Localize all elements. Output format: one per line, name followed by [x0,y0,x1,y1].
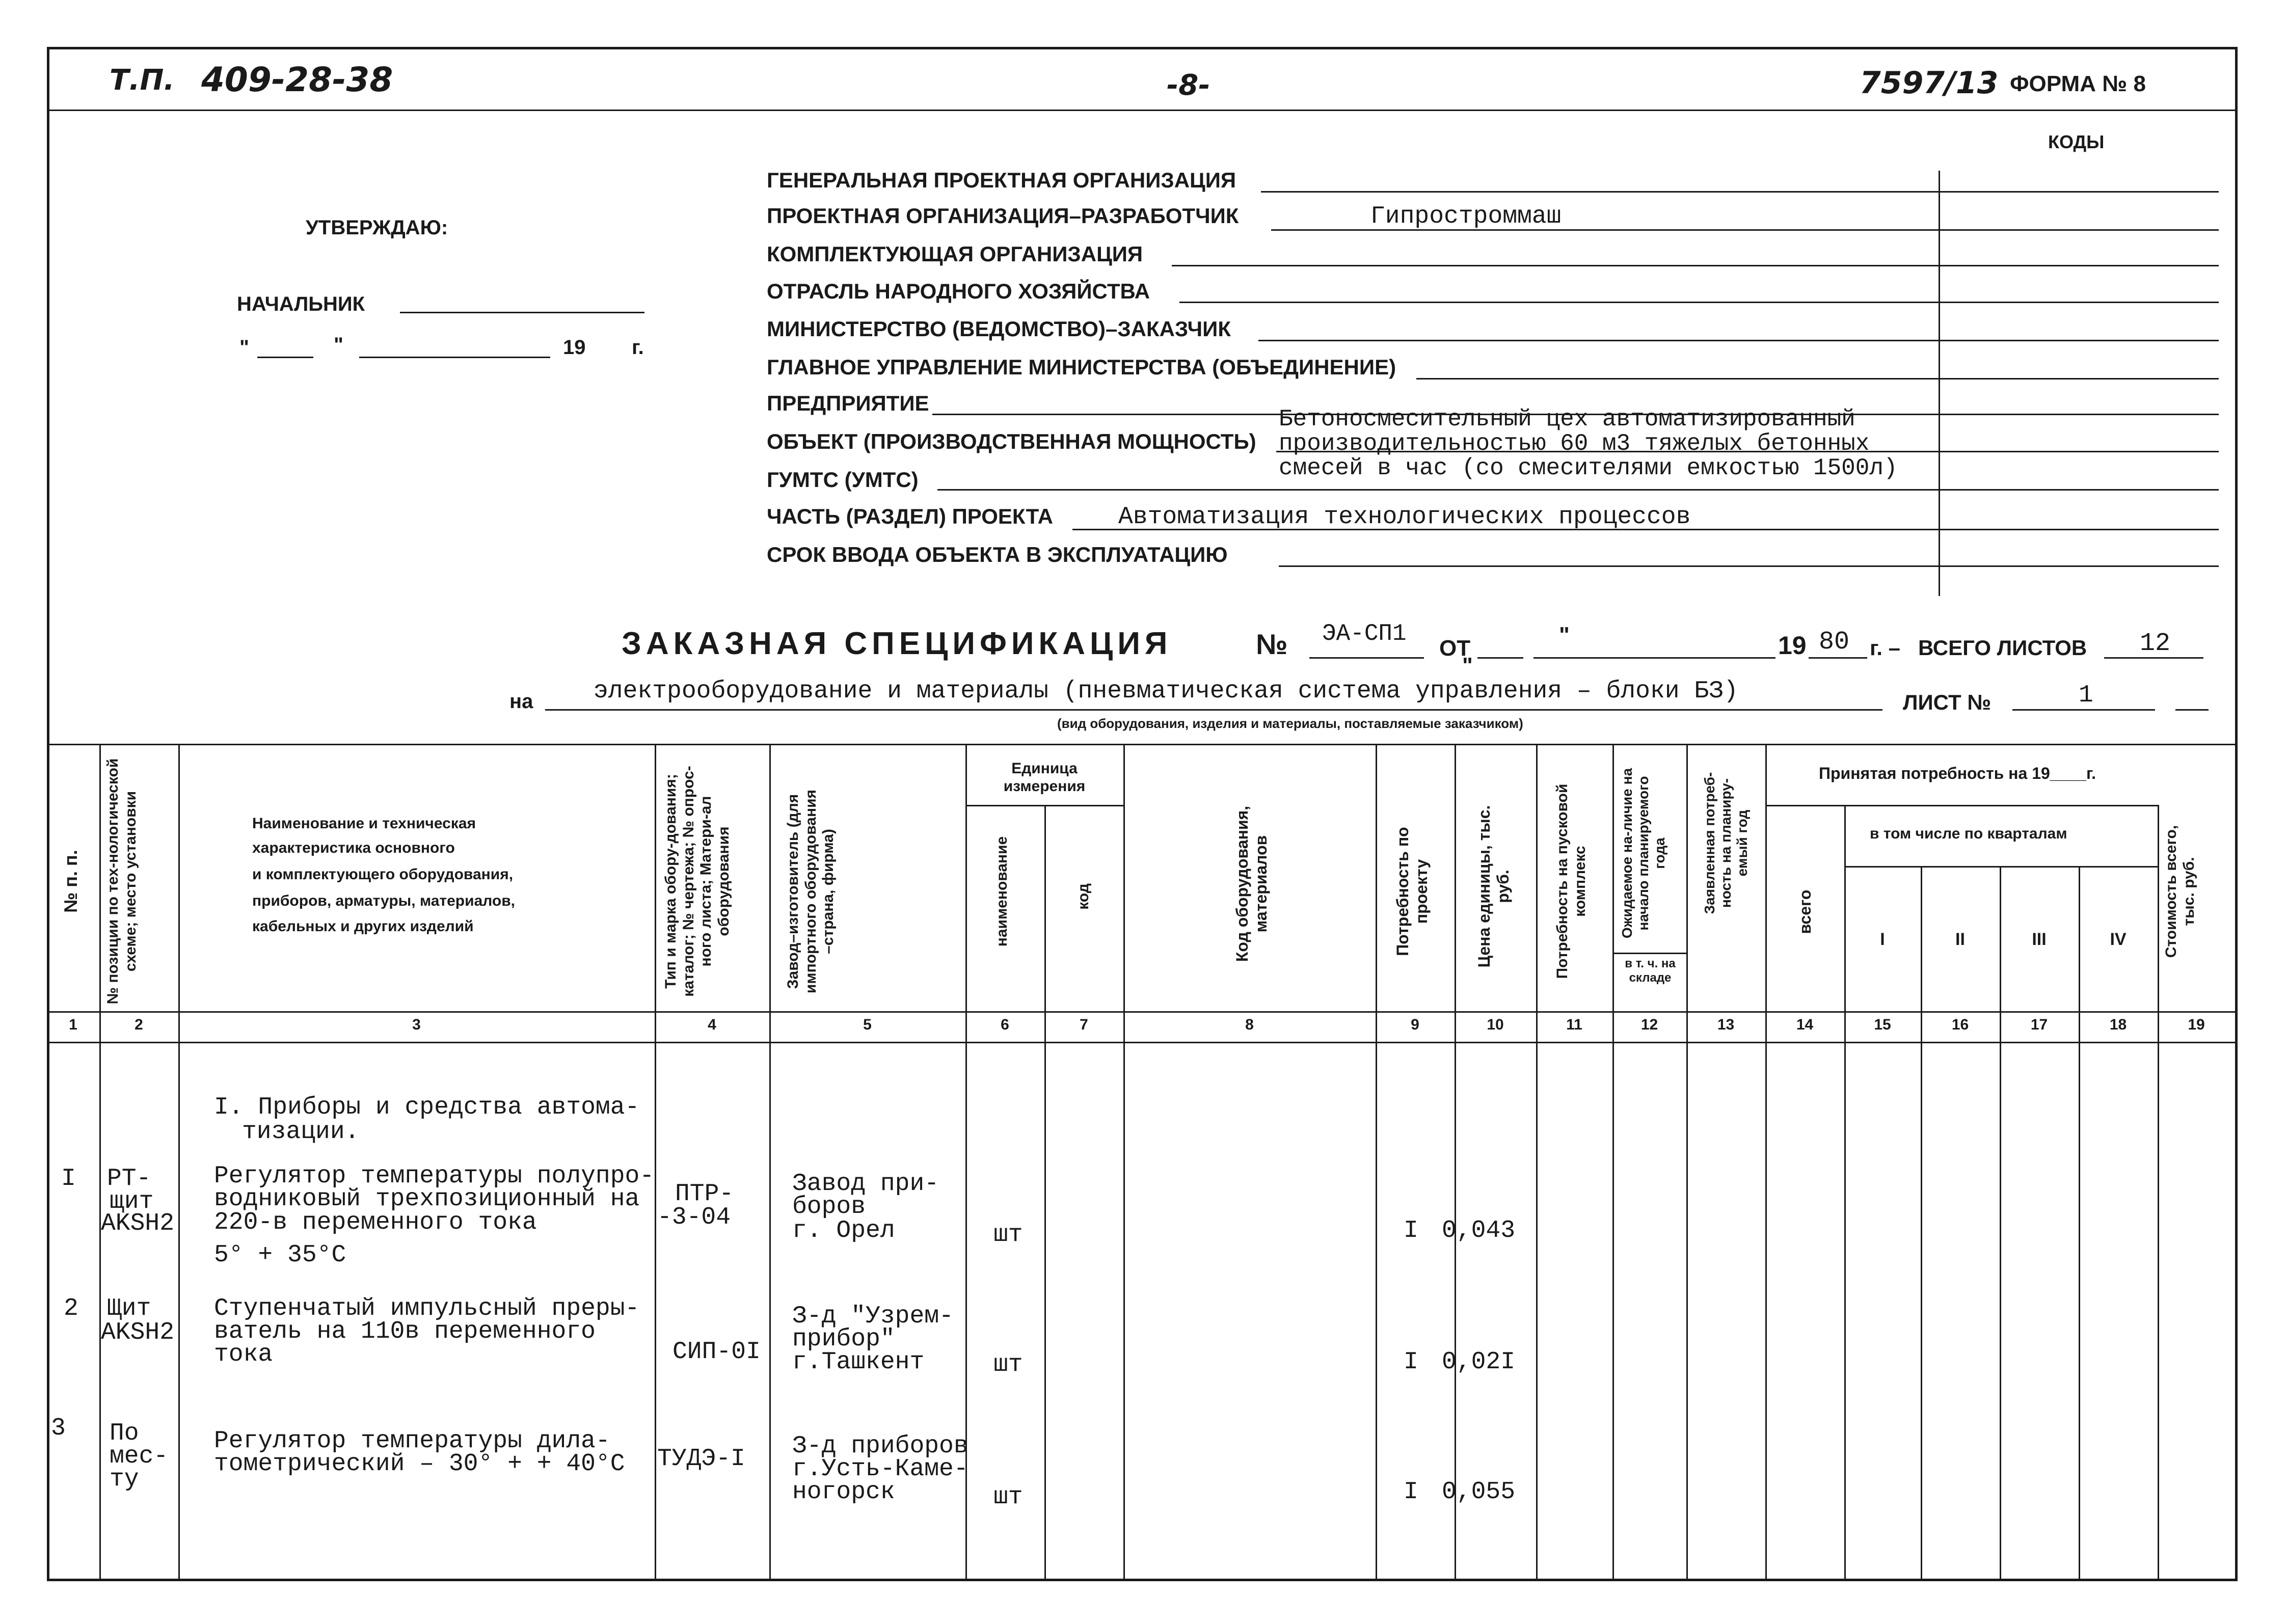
row-maker: Завод при- [792,1170,939,1198]
sheet-line [2012,709,2155,711]
org-field-line [1258,340,2219,341]
column-number: 15 [1874,1016,1891,1033]
row-qty: I [1404,1348,1418,1376]
header-col9: Потребность по проекту [1393,827,1431,956]
header-col3-line1: Наименование и техническая [252,815,476,832]
date-month-line [359,357,550,358]
org-field-label: ПРЕДПРИЯТИЕ [767,391,929,415]
org-field-label: ГЛАВНОЕ УПРАВЛЕНИЕ МИНИСТЕРСТВА (ОБЪЕДИНЕНИЕ) [767,355,1396,379]
sheet-line-tail [2175,709,2209,711]
col-divider [1612,744,1614,1580]
col-divider [1044,805,1046,1580]
header-col5: Завод–изготовитель (для импортного оборудования –страна, фирма) [785,789,837,994]
column-number: 17 [2030,1016,2048,1033]
date-year-suffix: г. [632,336,644,359]
spec-subcaption: (вид оборудования, изделия и материалы, поставляемые заказчиком) [1057,716,1523,731]
header-quarters: в том числе по кварталам [1870,825,2067,842]
spec-day-line [1477,657,1523,659]
col-divider [178,744,180,1580]
approve-label: УТВЕРЖДАЮ: [306,216,448,239]
spec-title: ЗАКАЗНАЯ СПЕЦИФИКАЦИЯ [622,626,1172,661]
column-number: 10 [1487,1016,1504,1033]
codes-divider [1939,171,1940,596]
accepted-group-line [1765,805,2158,806]
document-frame [47,47,2238,1581]
codes-label: КОДЫ [2048,131,2105,152]
row-position: щит [110,1188,154,1215]
spec-no-line [1309,657,1424,659]
column-number: 1 [69,1016,77,1033]
header-col3-line4: приборов, арматуры, материалов, [252,892,516,909]
row-position: AKSH2 [101,1210,175,1237]
spec-from-label: ОТ [1439,636,1471,661]
header-col1: № п. п. [60,850,81,913]
row-name: тометрический – 30° + + 40°C [214,1450,625,1478]
unit-group-line [965,805,1123,806]
org-field-label: ГЕНЕРАЛЬНАЯ ПРОЕКТНАЯ ОРГАНИЗАЦИЯ [767,168,1236,192]
column-number: 14 [1796,1016,1814,1033]
tp-label: Т.П. [110,64,175,97]
column-number: 6 [1001,1016,1009,1033]
column-number: 2 [134,1016,143,1033]
header-col18: IV [2110,930,2127,949]
column-number: 19 [2188,1016,2205,1033]
row-qty: I [1404,1478,1418,1506]
col-divider [1536,744,1538,1580]
section-title-line2: тизации. [242,1118,360,1146]
object-text-line3: смесей в час (со смесителями емкостью 1500л) [1279,455,1898,481]
org-field-line [1279,565,2219,567]
column-number: 5 [863,1016,872,1033]
org-field-line [1072,529,2219,530]
header-divider [47,110,2238,111]
header-col12-stock: в т. ч. на складе [1625,957,1676,985]
col-divider [99,744,101,1580]
org-field-label: ОБЪЕКТ (ПРОИЗВОДСТВЕННАЯ МОЩНОСТЬ) [767,429,1256,453]
row-unit: шт [993,1483,1023,1511]
header-col19: Стоимость всего, тыс. руб. [2163,825,2197,958]
date-day-line [257,357,313,358]
spec-on-line [545,709,1882,711]
row-name: Ступенчатый импульсный преры- [214,1295,640,1322]
org-field-line [1261,191,2219,193]
date-year-prefix: 19 [563,336,586,359]
org-field-value: Гипростроммаш [1370,203,1562,230]
tp-number: 409-28-38 [201,60,393,99]
col-divider [2158,805,2159,1580]
org-field-label: ЧАСТЬ (РАЗДЕЛ) ПРОЕКТА [767,504,1053,528]
col-divider [655,744,656,1580]
row-price: 0,043 [1442,1217,1516,1244]
row-unit: шт [993,1221,1023,1249]
spec-year-value: 80 [1819,628,1850,657]
column-number: 12 [1640,1016,1658,1033]
column-number: 8 [1245,1016,1254,1033]
spec-on-value: электрооборудование и материалы (пневматическая система управления – блоки БЗ) [594,678,1738,705]
row-position: AKSH2 [101,1319,175,1346]
header-col12: Ожидаемое на-личие на начало планируемого года [1619,768,1668,939]
spec-year-prefix: 19 [1778,631,1807,660]
row-name: 220-в переменного тока [214,1209,537,1236]
section-title-line1: I. Приборы и средства автома- [214,1094,640,1121]
row-position: Щит [107,1295,151,1322]
header-col2: № позиции по тех-нологической схеме; место установки [104,758,139,1005]
header-col16: II [1955,930,1965,949]
spec-quote2: " [1462,653,1473,678]
header-col3-line2: характеристика основного [252,840,455,856]
total-sheets-value: 12 [2140,629,2171,658]
row-maker: З-д приборов [792,1432,968,1460]
row-type: ПТР- [675,1180,734,1208]
col-divider [769,744,771,1580]
table-top-line [47,744,2238,745]
spec-no-value: ЭА-СП1 [1322,620,1407,647]
org-field-label: ПРОЕКТНАЯ ОРГАНИЗАЦИЯ–РАЗРАБОТЧИК [767,204,1239,228]
col-divider [1123,744,1125,1580]
header-col8: Код оборудования, материалов [1233,805,1270,962]
org-field-label: ГУМТС (УМТС) [767,468,919,492]
column-number: 4 [708,1016,716,1033]
stock-sub-line [1612,953,1686,954]
row-maker: прибор" [792,1325,895,1353]
row-position: По [110,1420,139,1447]
spec-year-line [1809,657,1867,659]
date-quote-open: " [239,336,249,359]
column-number: 18 [2109,1016,2127,1033]
header-col7: код [1075,883,1092,910]
col-divider [1765,744,1767,1580]
date-quote-close: " [334,334,343,356]
row-position: ту [110,1466,139,1493]
col-divider [2000,866,2001,1580]
row-price: 0,02I [1442,1348,1516,1376]
org-field-value: Автоматизация технологических процессов [1118,503,1691,531]
row-number: I [61,1165,76,1193]
row-maker: г. Орел [792,1217,895,1244]
org-field-line [1416,378,2219,380]
header-col3-line5: кабельных и других изделий [252,918,474,935]
column-number: 3 [412,1016,421,1033]
row-position: РТ- [107,1165,151,1193]
org-field-label: ОТРАСЛЬ НАРОДНОГО ХОЗЯЙСТВА [767,279,1150,303]
page-marker: -8- [1167,69,1210,102]
header-unit-group: Единица измерения [1003,760,1086,795]
row-number: 3 [51,1415,66,1442]
row-name: Регулятор температуры полупро- [214,1162,655,1190]
org-field-line [937,489,2219,491]
column-number: 7 [1080,1016,1088,1033]
header-col11: Потребность на пусковой комплекс [1554,783,1589,979]
spec-year-suffix: г. – [1870,636,1900,660]
sheet-value: 1 [2079,682,2093,709]
row-type: -3-04 [657,1204,731,1231]
header-col13: Заявленная потреб-ность на планиру-емый год [1702,772,1751,914]
total-sheets-label: ВСЕГО ЛИСТОВ [1918,636,2087,660]
table-header-bottom-line [47,1011,2238,1013]
row-position: мес- [110,1443,169,1470]
row-qty: I [1404,1217,1418,1244]
column-numbers-bottom-line [47,1042,2238,1043]
col-divider [1686,744,1688,1580]
sheet-label: ЛИСТ № [1903,690,1992,714]
org-field-label: КОМПЛЕКТУЮЩАЯ ОРГАНИЗАЦИЯ [767,242,1143,266]
doc-code: 7597/13 [1860,65,1999,101]
header-col14: всего [1796,889,1814,934]
column-number: 11 [1566,1016,1582,1033]
row-maker: З-д "Узрем- [792,1303,954,1330]
form-label: ФОРМА № 8 [2010,71,2146,96]
row-number: 2 [64,1295,78,1322]
col-divider [1376,744,1377,1580]
col-divider [1844,805,1846,1580]
spec-no-label: № [1256,628,1288,660]
object-text-line2: производительностью 60 м3 тяжелых бетонных [1279,430,1870,457]
object-text-line1: Бетоносмесительный цех автоматизированный [1279,406,1855,432]
row-name: водниковый трехпозиционный на [214,1185,640,1213]
quarters-group-line [1844,866,2158,868]
row-unit: шт [993,1351,1023,1378]
row-name: Регулятор температуры дила- [214,1427,610,1455]
col-divider [1455,744,1456,1580]
row-maker: боров [792,1193,866,1221]
row-name: ватель на 110в переменного [214,1318,596,1345]
spec-month-line [1533,657,1775,659]
org-field-label: МИНИСТЕРСТВО (ВЕДОМСТВО)–ЗАКАЗЧИК [767,317,1231,341]
column-number: 9 [1411,1016,1419,1033]
col-divider [2079,866,2080,1580]
row-type: СИП-0I [672,1338,761,1366]
header-col17: III [2032,930,2047,949]
chief-signature-line [400,312,644,313]
org-field-label: СРОК ВВОДА ОБЪЕКТА В ЭКСПЛУАТАЦИЮ [767,543,1228,566]
spec-on-label: на [509,690,533,713]
header-col4: Тип и марка обору-дования; каталог; № чертежа; № опрос-ного листа; Матери-ал оборудования [662,766,732,997]
row-name: тока [214,1341,273,1368]
row-maker: г.Усть-Каме- [792,1455,968,1483]
col-divider [1921,866,1922,1580]
header-col10: Цена единицы, тыс. руб. [1475,805,1512,968]
org-field-line [1179,302,2219,303]
row-maker: г.Ташкент [792,1348,925,1376]
header-accepted: Принятая потребность на 19____г. [1819,764,2096,782]
row-price: 0,055 [1442,1478,1516,1506]
row-type: ТУДЭ-I [657,1445,745,1473]
header-col6: наименование [993,836,1010,947]
header-col15: I [1880,930,1885,949]
chief-label: НАЧАЛЬНИК [237,293,365,315]
column-number: 16 [1951,1016,1969,1033]
header-col3-line3: и комплектующего оборудования, [252,866,514,883]
org-field-line [1271,229,2219,231]
spec-quote1: " [1559,622,1570,647]
column-number: 13 [1717,1016,1735,1033]
total-sheets-line [2104,657,2203,659]
row-name: 5° + 35°C [214,1241,346,1269]
org-field-line [1172,265,2219,266]
row-maker: ногорск [792,1478,895,1506]
